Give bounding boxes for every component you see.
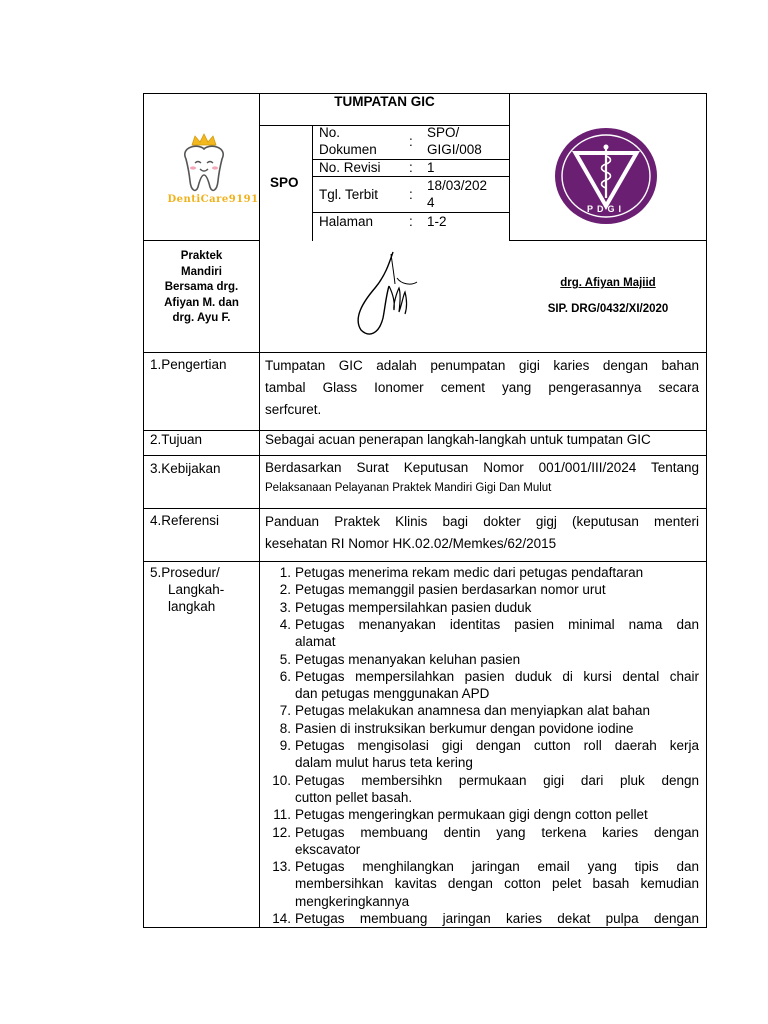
revision-label: No. Revisi: [319, 160, 381, 175]
revision-value: 1: [427, 160, 435, 175]
section-label-pengertian: 1.Pengertian: [150, 357, 227, 372]
doc-number-label: No. Dokumen: [319, 125, 377, 157]
doctor-name: drg. Afiyan Majiid: [560, 277, 656, 289]
procedure-step-number: 3.: [279, 599, 291, 615]
procedure-step-line: dan petugas menggunakan APD: [295, 686, 490, 702]
doctor-sip: SIP. DRG/0432/XI/2020: [547, 303, 669, 315]
procedure-step-line: Petugas membuang jaringan karies dekat pulpa dengan: [295, 911, 699, 926]
handwritten-signature: [345, 248, 425, 340]
procedure-step-text: [295, 910, 699, 927]
procedure-step-line: mengkeringkannya: [295, 893, 410, 909]
procedure-step: [265, 910, 699, 927]
procedure-step-number: 11.: [273, 807, 291, 823]
procedure-step-text: [295, 858, 699, 910]
procedure-step-number: 6.: [279, 668, 291, 684]
procedure-step-number: 12.: [272, 824, 291, 840]
procedure-step-text: [295, 824, 699, 859]
procedure-step-number: 1.: [279, 565, 291, 580]
section-label-prosedur: 5.Prosedur/ Langkah- langkah: [150, 565, 225, 614]
procedure-step: [265, 581, 699, 598]
procedure-step: [265, 806, 699, 823]
procedure-step-text: [295, 806, 699, 823]
procedure-step-text: [295, 737, 699, 772]
section-label-tujuan: 2.Tujuan: [150, 432, 203, 447]
procedure-step: [265, 668, 699, 703]
spo-label: SPO: [270, 175, 299, 190]
procedure-step-number: 5.: [279, 651, 291, 667]
procedure-step-number: 8.: [279, 720, 291, 736]
procedure-step-line: membersihkan kavitas dengan cotton pelet basah kemudian: [295, 876, 699, 892]
procedure-step-number: 7.: [279, 703, 291, 719]
procedure-step-text: [295, 702, 699, 719]
procedure-step-line: Petugas melakukan anamnesa dan menyiapkan alat bahan: [295, 703, 650, 719]
procedure-step-line: Petugas menerima rekam medic dari petugas pendaftaran: [295, 565, 644, 580]
section-body-referensi: Panduan Praktek Klinis bagi dokter gigj (keputusan menteri kesehatan RI Nomor HK.02.02/Memkes/62/2015: [265, 514, 699, 551]
section-body-pengertian: Tumpatan GIC adalah penumpatan gigi karies dengan bahan tambal Glass Ionomer cement yang pengerasannya secara serfcuret.: [265, 358, 699, 417]
procedure-step-line: alamat: [295, 634, 336, 650]
procedure-step-number: 4.: [279, 616, 291, 632]
procedure-step: [265, 702, 699, 719]
procedure-step-text: [295, 581, 699, 598]
procedure-step-line: Petugas mempersilahkan pasien duduk: [295, 599, 532, 615]
procedure-step-line: Petugas membuang dentin yang terkena karies dengan: [295, 824, 699, 840]
procedure-step-line: Petugas menghilangkan jaringan email yang tipis dan: [295, 859, 699, 875]
procedure-step-line: ekscavator: [295, 841, 361, 857]
procedure-step-line: Petugas mengisolasi gigi dengan cutton roll daerah kerja: [295, 738, 699, 753]
section-body-tujuan: Sebagai acuan penerapan langkah-langkah untuk tumpatan GIC: [265, 432, 651, 447]
page-label: Halaman: [319, 214, 374, 229]
revision-colon: :: [409, 160, 413, 175]
issue-date-value: 18/03/202 4: [427, 178, 488, 210]
procedure-step: [265, 824, 699, 859]
procedure-step-text: [295, 720, 699, 737]
doc-number-colon: :: [409, 134, 413, 149]
procedure-step-line: Pasien di instruksikan berkumur dengan povidone iodine: [295, 720, 634, 736]
procedure-step: [265, 737, 699, 772]
procedure-step: [265, 772, 699, 807]
procedure-step-number: 10.: [272, 772, 291, 788]
procedure-step-line: dalam mulut harus teta kering: [295, 755, 473, 771]
page-colon: :: [409, 214, 413, 229]
procedure-step: [265, 720, 699, 737]
procedure-step-number: 9.: [279, 738, 291, 753]
procedure-step-number: 2.: [279, 582, 291, 598]
procedure-step-line: Petugas mempersilahkan pasien duduk di kursi dental chair: [295, 668, 699, 684]
pdgi-logo: [553, 126, 659, 226]
clinic-name: Praktek Mandiri Bersama drg. Afiyan M. dan drg. Ayu F.: [164, 250, 239, 324]
doc-number-value: SPO/ GIGI/008: [427, 125, 482, 157]
procedure-step: [265, 651, 699, 668]
procedure-step: [265, 858, 699, 910]
procedure-step-number: 14.: [272, 911, 291, 926]
logo-brand-text: DentiCare9191: [167, 194, 259, 205]
procedure-step-number: 13.: [272, 859, 291, 875]
procedure-step-line: Petugas menanyakan identitas pasien minimal nama dan: [295, 616, 699, 632]
procedure-step-text: [295, 772, 699, 807]
procedure-step-text: [295, 668, 699, 703]
procedure-step: [265, 616, 699, 651]
procedure-step-line: cutton pellet basah.: [295, 789, 413, 805]
procedure-step-text: [295, 651, 699, 668]
issue-date-colon: :: [409, 187, 413, 202]
document-title: TUMPATAN GIC: [334, 94, 435, 109]
pdgi-logo-text: PDGI: [586, 204, 625, 214]
issue-date-label: Tgl. Terbit: [319, 187, 379, 202]
procedure-step: [265, 599, 699, 616]
section-label-kebijakan: 3.Kebijakan: [150, 461, 221, 476]
procedure-step-text: [295, 616, 699, 651]
denticare-logo: [167, 133, 259, 209]
procedure-step-text: [295, 564, 699, 581]
procedure-step-line: Petugas menanyakan keluhan pasien: [295, 651, 521, 667]
signature: [345, 248, 425, 340]
procedure-step-text: [295, 599, 699, 616]
procedure-step-line: Petugas mengeringkan permukaan gigi dengn cotton pellet: [295, 807, 648, 823]
procedure-step-line: Petugas membersihkn permukaan gigi dari pluk dengn: [295, 772, 699, 788]
procedure-step: [265, 564, 699, 581]
section-body-kebijakan: Berdasarkan Surat Keputusan Nomor 001/001/III/2024 Tentang Pelaksanaan Pelayanan Praktek Mandiri Gigi Dan Mulut: [265, 460, 699, 494]
section-label-referensi: 4.Referensi: [150, 513, 220, 528]
procedure-step-line: Petugas memanggil pasien berdasarkan nomor urut: [295, 582, 606, 598]
page-value: 1-2: [427, 214, 447, 229]
